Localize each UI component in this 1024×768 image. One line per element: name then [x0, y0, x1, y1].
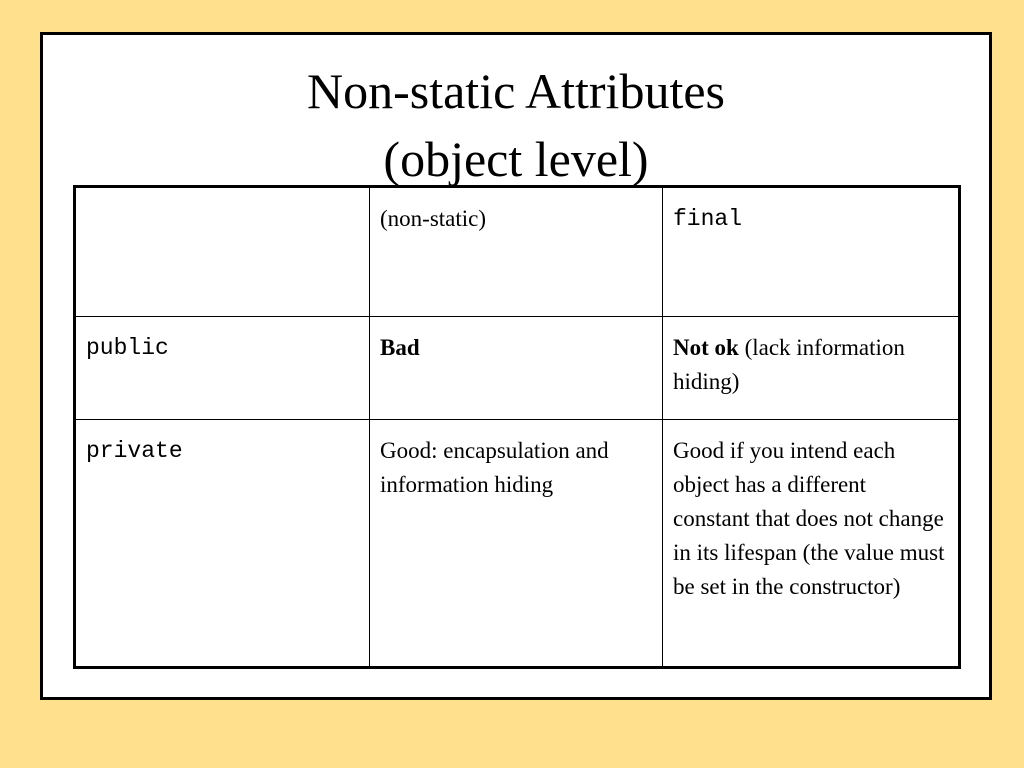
slide-title-line-1: Non-static Attributes	[307, 63, 725, 119]
cell-private-final: Good if you intend each object has a different constant that does not change in its lifespan (the value must be set in the constructor)	[663, 420, 959, 667]
row-label-private: private	[76, 420, 370, 667]
cell-public-non-static-text: Bad	[380, 335, 420, 360]
header-non-static: (non-static)	[370, 188, 663, 317]
row-label-public: public	[76, 317, 370, 420]
cell-public-non-static	[370, 317, 663, 420]
table-row-private	[76, 420, 959, 667]
table-header-row	[76, 188, 959, 317]
slide	[40, 32, 992, 700]
cell-public-final-rest: (lack information hiding)	[673, 335, 905, 394]
table-corner-cell	[76, 188, 370, 317]
cell-public-final	[663, 317, 959, 420]
cell-private-non-static: Good: encapsulation and information hiding	[370, 420, 663, 667]
slide-title	[43, 57, 989, 193]
header-final: final	[663, 188, 959, 317]
slide-title-line-2: (object level)	[383, 131, 649, 187]
attributes-table	[75, 187, 959, 667]
cell-public-final-bold: Not ok	[673, 335, 739, 360]
table-row-public	[76, 317, 959, 420]
